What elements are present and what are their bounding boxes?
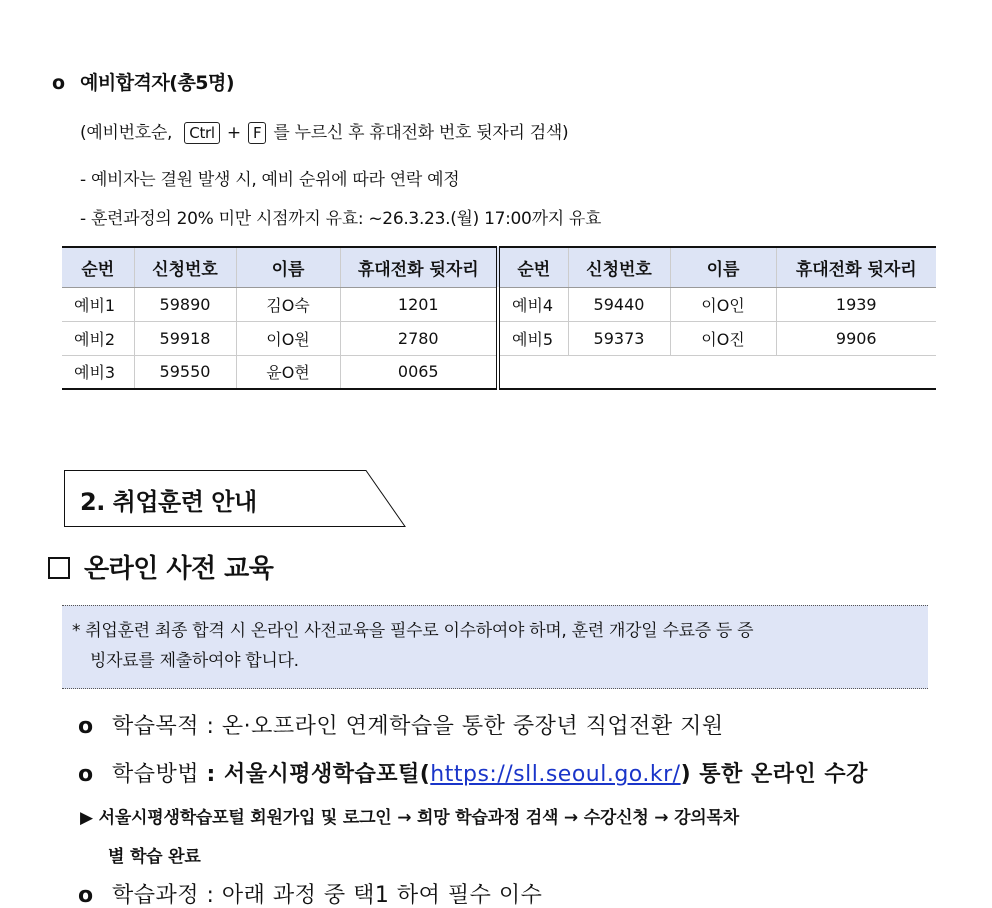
table-cell: 59890 <box>134 287 236 321</box>
bullet-circle: o <box>52 72 65 94</box>
col-header: 휴대전화 뒷자리 <box>776 247 936 287</box>
table-cell: 9906 <box>776 321 936 355</box>
table-cell: 59550 <box>134 355 236 389</box>
checkbox-square-icon <box>48 557 70 579</box>
col-header: 순번 <box>62 247 134 287</box>
plus-sign: + <box>226 123 241 143</box>
table-cell: 이O진 <box>670 321 776 355</box>
notice-line-1: * 취업훈련 최종 합격 시 온라인 사전교육을 필수로 이수하여야 하며, 훈련 개강일 수료증 등 증 <box>72 621 754 641</box>
bullet-circle: o <box>78 714 94 739</box>
f-key-label: F <box>248 122 266 144</box>
item-purpose <box>78 709 724 740</box>
table-cell: 예비2 <box>62 321 134 355</box>
col-header: 순번 <box>498 247 568 287</box>
table-cell: 윤O현 <box>236 355 340 389</box>
item-course <box>78 878 542 908</box>
table-cell: 이O원 <box>236 321 340 355</box>
purpose-label: 학습목적 <box>112 714 200 739</box>
table-cell: 59373 <box>568 321 670 355</box>
table-cell: 예비1 <box>62 287 134 321</box>
col-header: 휴대전화 뒷자리 <box>340 247 498 287</box>
table-cell: 1201 <box>340 287 498 321</box>
col-header: 신청번호 <box>568 247 670 287</box>
reserve-table <box>62 246 936 390</box>
course-label: 학습과정 <box>112 883 200 908</box>
ctrl-key-label: Ctrl <box>184 122 220 144</box>
portal-link[interactable]: https://sll.seoul.go.kr/ <box>430 762 681 787</box>
notice-box <box>62 605 928 689</box>
table-cell: 예비4 <box>498 287 568 321</box>
instruction-suffix: 를 누르신 후 휴대전화 번호 뒷자리 검색) <box>273 123 569 143</box>
reserve-heading <box>52 68 234 95</box>
section-heading-text: 온라인 사전 교육 <box>84 554 274 584</box>
table-cell-empty <box>498 355 936 389</box>
table-cell: 59440 <box>568 287 670 321</box>
process-steps-line-1: ▶ 서울시평생학습포털 회원가입 및 로그인 → 희망 학습과정 검색 → 수강신청 → 강의목차 <box>80 808 739 828</box>
bullet-circle: o <box>78 762 94 787</box>
item-method <box>78 757 868 788</box>
reserve-note-2: - 훈련과정의 20% 미만 시점까지 유효: ~26.3.23.(월) 17:00까지 유효 <box>80 209 602 229</box>
instruction-prefix: (예비번호순, <box>80 123 173 143</box>
bullet-circle: o <box>78 883 94 908</box>
table-cell: 2780 <box>340 321 498 355</box>
table-row <box>62 355 936 389</box>
section-heading <box>48 548 273 585</box>
reserve-heading-text: 예비합격자(총5명) <box>80 72 235 94</box>
table-cell: 김O숙 <box>236 287 340 321</box>
table-row <box>62 321 936 355</box>
col-header: 이름 <box>670 247 776 287</box>
table-cell: 예비3 <box>62 355 134 389</box>
table-cell: 1939 <box>776 287 936 321</box>
table-row <box>62 287 936 321</box>
table-header-row <box>62 247 936 287</box>
purpose-text: : 온·오프라인 연계학습을 통한 중장년 직업전환 지원 <box>206 714 724 739</box>
section-banner <box>64 470 406 528</box>
method-label: 학습방법 <box>112 762 200 787</box>
col-header: 신청번호 <box>134 247 236 287</box>
method-suffix: ) 통한 온라인 수강 <box>680 762 868 787</box>
search-instruction <box>80 118 568 144</box>
notice-line-2: 빙자료를 제출하여야 합니다. <box>90 651 299 671</box>
method-prefix: : 서울시평생학습포털( <box>206 762 431 787</box>
banner-title: 2. 취업훈련 안내 <box>80 488 257 516</box>
process-steps-line-2: 별 학습 완료 <box>108 847 201 867</box>
table-cell: 59918 <box>134 321 236 355</box>
table-cell: 예비5 <box>498 321 568 355</box>
reserve-note-1: - 예비자는 결원 발생 시, 예비 순위에 따라 연락 예정 <box>80 170 460 190</box>
course-text: : 아래 과정 중 택1 하여 필수 이수 <box>206 883 543 908</box>
table-cell: 이O인 <box>670 287 776 321</box>
table-cell: 0065 <box>340 355 498 389</box>
col-header: 이름 <box>236 247 340 287</box>
